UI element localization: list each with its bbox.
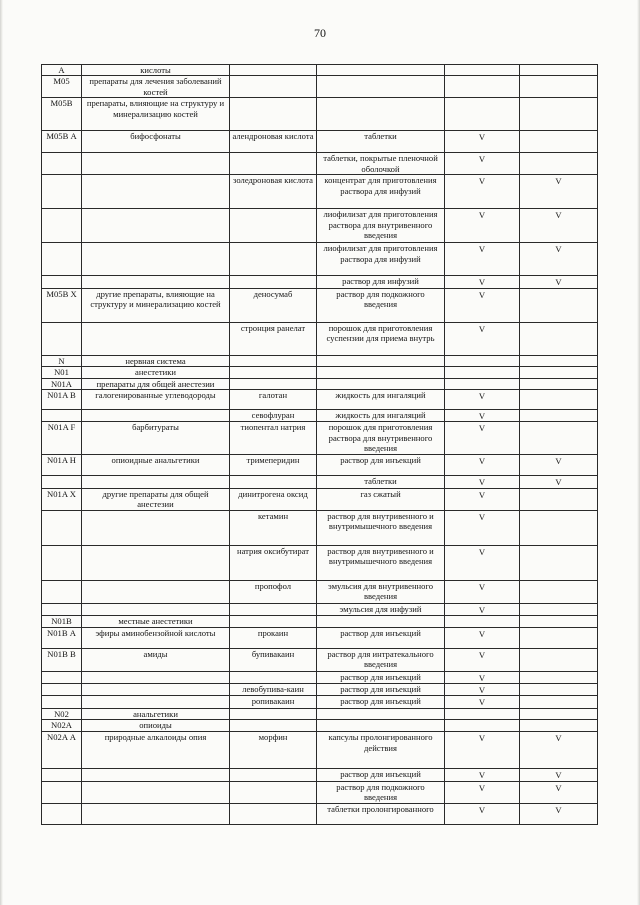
drug-name-cell: левобупива-каин (230, 684, 317, 696)
mark-b-cell (520, 648, 598, 671)
mark-a-cell: V (445, 627, 520, 648)
page-number: 70 (314, 26, 326, 40)
mark-b-cell: V (520, 803, 598, 824)
mark-a-cell (445, 98, 520, 131)
dosage-form-cell: раствор для инъекций (317, 627, 445, 648)
mark-b-cell: V (520, 769, 598, 781)
dosage-form-cell: жидкость для ингаляций (317, 390, 445, 410)
mark-b-cell: V (520, 476, 598, 488)
dosage-form-cell: раствор для инъекций (317, 696, 445, 708)
mark-a-cell (445, 720, 520, 732)
group-name-cell (82, 322, 230, 355)
group-name-cell (82, 580, 230, 603)
atc-code-cell (42, 545, 82, 580)
drug-name-cell (230, 603, 317, 615)
group-name-cell (82, 476, 230, 488)
table-row (42, 510, 598, 545)
group-name-cell: препараты, влияющие на структуру и минерализацию костей (82, 98, 230, 131)
group-name-cell (82, 603, 230, 615)
drug-name-cell: кетамин (230, 510, 317, 545)
drug-name-cell (230, 671, 317, 683)
drug-name-cell (230, 276, 317, 288)
dosage-form-cell: раствор для инъекций (317, 671, 445, 683)
mark-b-cell (520, 671, 598, 683)
mark-b-cell (520, 696, 598, 708)
dosage-form-cell: концентрат для приготовления раствора для инфузий (317, 175, 445, 209)
group-name-cell (82, 410, 230, 422)
atc-code-cell: М05В А (42, 131, 82, 153)
mark-a-cell: V (445, 422, 520, 455)
mark-a-cell: V (445, 545, 520, 580)
mark-a-cell: V (445, 243, 520, 276)
dosage-form-cell: таблетки (317, 131, 445, 153)
mark-b-cell (520, 76, 598, 98)
mark-b-cell (520, 410, 598, 422)
atc-code-cell (42, 696, 82, 708)
dosage-form-cell: раствор для подкожного введения (317, 781, 445, 803)
table-row (42, 455, 598, 476)
mark-a-cell: V (445, 322, 520, 355)
group-name-cell (82, 769, 230, 781)
mark-b-cell (520, 422, 598, 455)
group-name-cell (82, 803, 230, 824)
dosage-form-cell: эмульсия для инфузий (317, 603, 445, 615)
table-row (42, 288, 598, 322)
table-row (42, 781, 598, 803)
table-row (42, 209, 598, 243)
mark-b-cell: V (520, 243, 598, 276)
mark-b-cell (520, 65, 598, 76)
group-name-cell: другие препараты для общей анестезии (82, 488, 230, 510)
atc-code-cell: А (42, 65, 82, 76)
drug-name-cell (230, 243, 317, 276)
table-row (42, 410, 598, 422)
mark-b-cell (520, 545, 598, 580)
mark-b-cell (520, 708, 598, 719)
drug-name-cell: стронция ранелат (230, 322, 317, 355)
drug-name-cell (230, 65, 317, 76)
drug-name-cell (230, 616, 317, 627)
atc-code-cell: N (42, 355, 82, 366)
mark-a-cell: V (445, 175, 520, 209)
dosage-form-cell: раствор для инъекций (317, 769, 445, 781)
atc-code-cell: N01В В (42, 648, 82, 671)
table-row (42, 488, 598, 510)
table-row (42, 98, 598, 131)
mark-b-cell (520, 390, 598, 410)
table-row (42, 355, 598, 366)
atc-code-cell: N02A (42, 720, 82, 732)
group-name-cell: нервная система (82, 355, 230, 366)
dosage-form-cell: таблетки, покрытые пленочной оболочкой (317, 153, 445, 175)
drug-name-cell: бупивакаин (230, 648, 317, 671)
drug-name-cell: алендроновая кислота (230, 131, 317, 153)
drug-name-cell (230, 803, 317, 824)
mark-a-cell: V (445, 732, 520, 769)
dosage-form-cell: таблетки (317, 476, 445, 488)
mark-a-cell: V (445, 131, 520, 153)
dosage-form-cell: жидкость для ингаляций (317, 410, 445, 422)
table-row (42, 684, 598, 696)
mark-b-cell (520, 720, 598, 732)
drug-name-cell (230, 378, 317, 389)
table-row (42, 603, 598, 615)
mark-a-cell: V (445, 684, 520, 696)
dosage-form-cell: порошок для приготовления раствора для внутривенного введения (317, 422, 445, 455)
medicines-table (41, 64, 598, 825)
drug-name-cell (230, 720, 317, 732)
dosage-form-cell: раствор для интратекального введения (317, 648, 445, 671)
group-name-cell: кислоты (82, 65, 230, 76)
drug-name-cell (230, 153, 317, 175)
dosage-form-cell (317, 98, 445, 131)
group-name-cell (82, 671, 230, 683)
drug-name-cell: натрия оксибутират (230, 545, 317, 580)
atc-code-cell (42, 769, 82, 781)
drug-name-cell: тримеперидин (230, 455, 317, 476)
atc-code-cell (42, 243, 82, 276)
atc-code-cell (42, 684, 82, 696)
dosage-form-cell (317, 76, 445, 98)
drug-name-cell: морфин (230, 732, 317, 769)
table-row (42, 671, 598, 683)
mark-a-cell: V (445, 209, 520, 243)
group-name-cell (82, 696, 230, 708)
drug-name-cell: пропофол (230, 580, 317, 603)
drug-name-cell: севофлуран (230, 410, 317, 422)
mark-b-cell (520, 616, 598, 627)
atc-code-cell (42, 476, 82, 488)
mark-a-cell (445, 367, 520, 378)
mark-a-cell (445, 708, 520, 719)
group-name-cell: местные анестетики (82, 616, 230, 627)
mark-a-cell: V (445, 580, 520, 603)
drug-name-cell (230, 708, 317, 719)
group-name-cell (82, 153, 230, 175)
mark-b-cell (520, 153, 598, 175)
mark-a-cell (445, 76, 520, 98)
atc-code-cell (42, 209, 82, 243)
dosage-form-cell: раствор для инфузий (317, 276, 445, 288)
group-name-cell (82, 175, 230, 209)
group-name-cell: препараты для общей анестезии (82, 378, 230, 389)
dosage-form-cell: раствор для инъекций (317, 684, 445, 696)
mark-b-cell: V (520, 455, 598, 476)
atc-code-cell: N01A В (42, 390, 82, 410)
dosage-form-cell: лиофилизат для приготовления раствора для инфузий (317, 243, 445, 276)
drug-name-cell (230, 476, 317, 488)
group-name-cell: эфиры аминобензойной кислоты (82, 627, 230, 648)
mark-b-cell: V (520, 781, 598, 803)
atc-code-cell (42, 603, 82, 615)
group-name-cell: анальгетики (82, 708, 230, 719)
mark-b-cell (520, 510, 598, 545)
mark-b-cell (520, 627, 598, 648)
drug-name-cell: деносумаб (230, 288, 317, 322)
drug-name-cell: тиопентал натрия (230, 422, 317, 455)
atc-code-cell: N01A Х (42, 488, 82, 510)
group-name-cell: природные алкалоиды опия (82, 732, 230, 769)
atc-code-cell: N01A F (42, 422, 82, 455)
atc-code-cell (42, 781, 82, 803)
mark-a-cell: V (445, 488, 520, 510)
dosage-form-cell: таблетки пролонгированного (317, 803, 445, 824)
table-row (42, 378, 598, 389)
table-row (42, 390, 598, 410)
table-row (42, 732, 598, 769)
dosage-form-cell (317, 355, 445, 366)
atc-code-cell (42, 322, 82, 355)
mark-a-cell: V (445, 455, 520, 476)
atc-code-cell: N01В А (42, 627, 82, 648)
mark-b-cell (520, 603, 598, 615)
atc-code-cell (42, 803, 82, 824)
drug-name-cell: золедроновая кислота (230, 175, 317, 209)
table-row (42, 153, 598, 175)
mark-a-cell (445, 65, 520, 76)
drug-name-cell (230, 355, 317, 366)
drug-name-cell: ропивакаин (230, 696, 317, 708)
drug-name-cell (230, 781, 317, 803)
mark-a-cell (445, 378, 520, 389)
group-name-cell: другие препараты, влияющие на структуру и минерализацию костей (82, 288, 230, 322)
table-row (42, 243, 598, 276)
mark-b-cell (520, 131, 598, 153)
mark-b-cell (520, 488, 598, 510)
table-row (42, 720, 598, 732)
medicines-table-body (42, 65, 598, 825)
atc-code-cell: N01 (42, 367, 82, 378)
mark-b-cell: V (520, 276, 598, 288)
dosage-form-cell (317, 367, 445, 378)
dosage-form-cell (317, 616, 445, 627)
mark-a-cell: V (445, 276, 520, 288)
group-name-cell: бифосфонаты (82, 131, 230, 153)
dosage-form-cell: порошок для приготовления суспензии для приема внутрь (317, 322, 445, 355)
mark-a-cell: V (445, 648, 520, 671)
mark-b-cell (520, 355, 598, 366)
drug-name-cell (230, 98, 317, 131)
mark-a-cell (445, 355, 520, 366)
group-name-cell (82, 243, 230, 276)
mark-a-cell: V (445, 696, 520, 708)
group-name-cell (82, 209, 230, 243)
drug-name-cell (230, 769, 317, 781)
dosage-form-cell (317, 720, 445, 732)
atc-code-cell: N02 (42, 708, 82, 719)
group-name-cell: галогенированные углеводороды (82, 390, 230, 410)
table-row (42, 276, 598, 288)
mark-b-cell (520, 378, 598, 389)
drug-name-cell (230, 209, 317, 243)
page-left-edge (0, 0, 3, 905)
drug-name-cell (230, 367, 317, 378)
table-row (42, 322, 598, 355)
group-name-cell (82, 545, 230, 580)
mark-b-cell (520, 367, 598, 378)
table-row (42, 476, 598, 488)
dosage-form-cell: раствор для инъекций (317, 455, 445, 476)
mark-a-cell: V (445, 603, 520, 615)
mark-b-cell (520, 288, 598, 322)
group-name-cell (82, 510, 230, 545)
dosage-form-cell: лиофилизат для приготовления раствора для внутривенного введения (317, 209, 445, 243)
mark-b-cell: V (520, 209, 598, 243)
table-row (42, 422, 598, 455)
group-name-cell (82, 781, 230, 803)
table-row (42, 648, 598, 671)
table-row (42, 76, 598, 98)
table-row (42, 769, 598, 781)
atc-code-cell (42, 580, 82, 603)
table-row (42, 65, 598, 76)
group-name-cell (82, 684, 230, 696)
table-row (42, 131, 598, 153)
dosage-form-cell: раствор для внутривенного и внутримышечного введения (317, 510, 445, 545)
atc-code-cell: N01A Н (42, 455, 82, 476)
group-name-cell: амиды (82, 648, 230, 671)
mark-b-cell (520, 580, 598, 603)
group-name-cell: анестетики (82, 367, 230, 378)
drug-name-cell (230, 76, 317, 98)
drug-name-cell: галотан (230, 390, 317, 410)
dosage-form-cell: эмульсия для внутривенного введения (317, 580, 445, 603)
atc-code-cell: N01A (42, 378, 82, 389)
atc-code-cell (42, 410, 82, 422)
drug-name-cell: прокаин (230, 627, 317, 648)
drug-name-cell: динитрогена оксид (230, 488, 317, 510)
atc-code-cell (42, 510, 82, 545)
dosage-form-cell (317, 378, 445, 389)
mark-a-cell: V (445, 476, 520, 488)
table-row (42, 627, 598, 648)
mark-a-cell: V (445, 510, 520, 545)
mark-a-cell: V (445, 390, 520, 410)
group-name-cell: барбитураты (82, 422, 230, 455)
table-row (42, 696, 598, 708)
dosage-form-cell: раствор для подкожного введения (317, 288, 445, 322)
atc-code-cell (42, 153, 82, 175)
mark-b-cell: V (520, 732, 598, 769)
mark-b-cell (520, 322, 598, 355)
atc-code-cell: N02A А (42, 732, 82, 769)
table-row (42, 367, 598, 378)
mark-b-cell: V (520, 175, 598, 209)
mark-a-cell: V (445, 288, 520, 322)
table-row (42, 175, 598, 209)
atc-code-cell (42, 175, 82, 209)
mark-a-cell: V (445, 153, 520, 175)
atc-code-cell: М05 (42, 76, 82, 98)
table-row (42, 545, 598, 580)
dosage-form-cell: газ сжатый (317, 488, 445, 510)
table-row (42, 803, 598, 824)
table-row (42, 708, 598, 719)
mark-a-cell: V (445, 803, 520, 824)
mark-a-cell: V (445, 410, 520, 422)
atc-code-cell (42, 276, 82, 288)
atc-code-cell (42, 671, 82, 683)
mark-b-cell (520, 684, 598, 696)
dosage-form-cell: раствор для внутривенного и внутримышечного введения (317, 545, 445, 580)
table-row (42, 616, 598, 627)
atc-code-cell: М05В (42, 98, 82, 131)
group-name-cell: препараты для лечения заболеваний костей (82, 76, 230, 98)
atc-code-cell: N01В (42, 616, 82, 627)
mark-a-cell: V (445, 769, 520, 781)
group-name-cell: опиоиды (82, 720, 230, 732)
mark-a-cell: V (445, 671, 520, 683)
atc-code-cell: М05В Х (42, 288, 82, 322)
mark-a-cell: V (445, 781, 520, 803)
dosage-form-cell (317, 708, 445, 719)
group-name-cell: опиоидные анальгетики (82, 455, 230, 476)
mark-b-cell (520, 98, 598, 131)
group-name-cell (82, 276, 230, 288)
dosage-form-cell (317, 65, 445, 76)
table-row (42, 580, 598, 603)
dosage-form-cell: капсулы пролонгированного действия (317, 732, 445, 769)
mark-a-cell (445, 616, 520, 627)
